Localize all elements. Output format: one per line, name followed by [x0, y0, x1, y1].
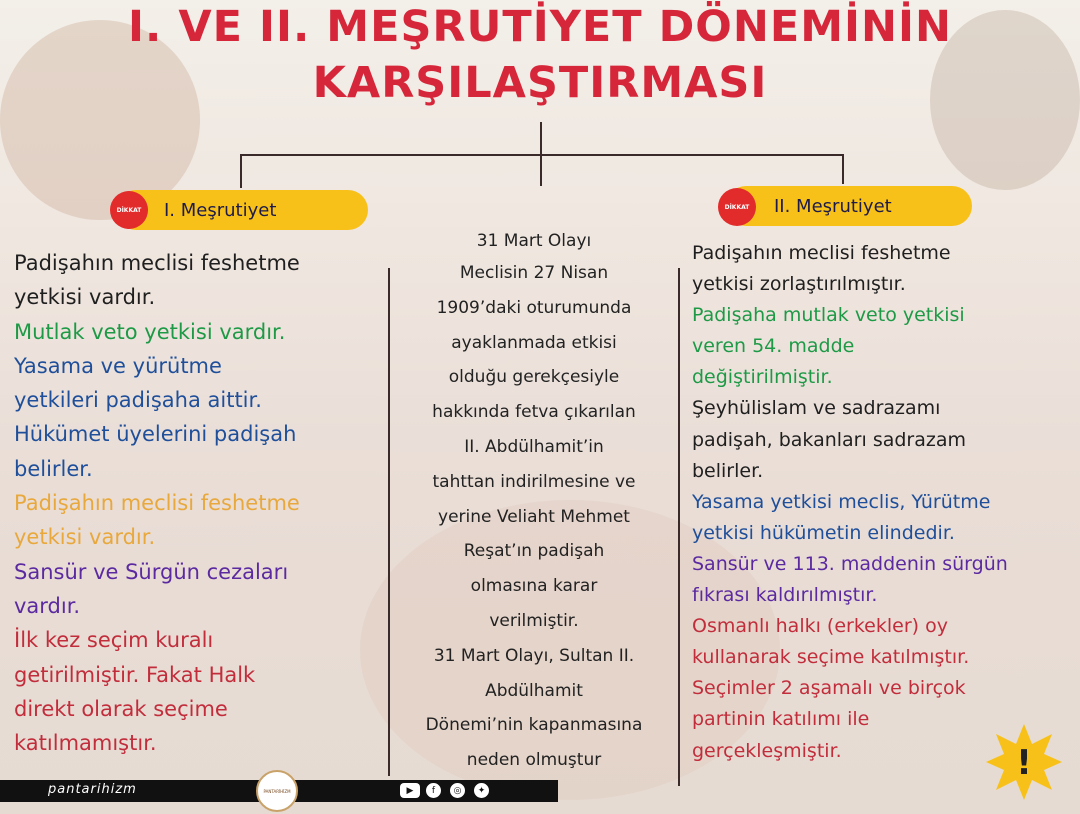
left-line: yetkisi vardır. — [14, 285, 156, 310]
right-line: kullanarak seçime katılmıştır. — [692, 646, 970, 669]
connector-right-drop — [842, 154, 844, 184]
right-line: Seçimler 2 aşamalı ve birçok — [692, 677, 966, 700]
youtube-icon[interactable]: ▶ — [400, 783, 420, 798]
middle-line: yerine Veliaht Mehmet — [438, 506, 630, 527]
middle-line: Reşat’ın padişah — [463, 541, 605, 562]
left-line: getirilmiştir. Fakat Halk — [14, 662, 256, 687]
middle-line: neden olmuştur — [466, 750, 602, 771]
middle-line: ayaklanmada etkisi — [451, 332, 617, 353]
right-line: Sansür ve 113. maddenin sürgün — [692, 552, 1008, 575]
middle-line: Dönemi’nin kapanmasına — [425, 715, 643, 736]
middle-line: 31 Mart Olayı, Sultan II. — [433, 645, 635, 666]
svg-text:!: ! — [1016, 743, 1032, 783]
exclamation-burst-icon — [984, 722, 1064, 802]
middle-line: olmasına karar — [470, 576, 598, 597]
left-line: Padişahın meclisi feshetme — [14, 251, 300, 275]
left-line: yetkileri padişaha aittir. — [14, 388, 262, 413]
right-line: Padişahın meclisi feshetme — [692, 242, 951, 264]
left-line: Mutlak veto yetkisi vardır. — [14, 319, 286, 344]
right-line: belirler. — [692, 459, 764, 482]
left-header-label: I. Meşrutiyet — [164, 199, 277, 221]
left-line: belirler. — [14, 456, 93, 481]
left-column — [14, 246, 384, 760]
left-line: Yasama ve yürütme — [14, 353, 222, 378]
right-line: gerçekleşmiştir. — [692, 739, 842, 762]
facebook-icon[interactable]: f — [426, 783, 441, 798]
left-alert-badge: DİKKAT — [112, 193, 146, 227]
middle-line: 1909’daki oturumunda — [436, 297, 632, 318]
divider-left — [388, 268, 390, 776]
left-line: katılmamıştır. — [14, 731, 157, 756]
left-line: İlk kez seçim kuralı — [14, 628, 214, 653]
middle-line: II. Abdülhamit’in — [464, 436, 604, 457]
right-header-label: II. Meşrutiyet — [774, 195, 892, 217]
twitter-icon[interactable]: ✦ — [474, 783, 489, 798]
right-line: değiştirilmiştir. — [692, 366, 833, 389]
left-line: direkt olarak seçime — [14, 696, 228, 721]
right-line: Şeyhülislam ve sadrazamı — [692, 397, 941, 420]
right-header-pill — [726, 186, 972, 226]
left-header-pill — [116, 190, 368, 230]
left-line: Sansür ve Sürgün cezaları — [14, 559, 289, 584]
right-line: veren 54. madde — [692, 335, 855, 358]
middle-header: 31 Mart Olayı — [476, 231, 592, 251]
right-line: yetkisi zorlaştırılmıştır. — [692, 273, 906, 296]
right-line: fıkrası kaldırılmıştır. — [692, 584, 878, 607]
right-line: Osmanlı halkı (erkekler) oy — [692, 615, 948, 638]
connector-horizontal — [240, 154, 844, 156]
middle-column — [392, 226, 676, 778]
page-title-line1: I. VE II. MEŞRUTİYET DÖNEMİNİN — [128, 2, 952, 52]
middle-line: hakkında fetva çıkarılan — [432, 402, 636, 423]
left-line: Hükümet üyelerini padişah — [14, 422, 297, 447]
right-line: padişah, bakanları sadrazam — [692, 428, 966, 451]
middle-line: verilmiştir. — [489, 610, 579, 631]
middle-line: Abdülhamit — [485, 680, 583, 701]
middle-line: olduğu gerekçesiyle — [448, 367, 620, 388]
brand-logo: PANTARİHİZM — [256, 770, 298, 812]
middle-line: tahttan indirilmesine ve — [432, 471, 636, 492]
connector-left-drop — [240, 154, 242, 188]
divider-right — [678, 268, 680, 786]
page-title-line2: KARŞILAŞTIRMASI — [312, 58, 768, 108]
right-line: Padişaha mutlak veto yetkisi — [692, 304, 965, 327]
right-alert-badge: DİKKAT — [720, 190, 754, 224]
right-line: Yasama yetkisi meclis, Yürütme — [692, 490, 991, 513]
left-line: vardır. — [14, 593, 81, 618]
right-line: yetkisi hükümetin elindedir. — [692, 521, 955, 544]
right-column — [692, 238, 1076, 767]
right-line: partinin katılımı ile — [692, 708, 870, 731]
footer-brand: pantarihizm — [48, 782, 137, 797]
middle-line: Meclisin 27 Nisan — [459, 263, 609, 283]
left-line: Padişahın meclisi feshetme — [14, 491, 300, 516]
left-line: yetkisi vardır. — [14, 525, 156, 550]
instagram-icon[interactable]: ◎ — [450, 783, 465, 798]
